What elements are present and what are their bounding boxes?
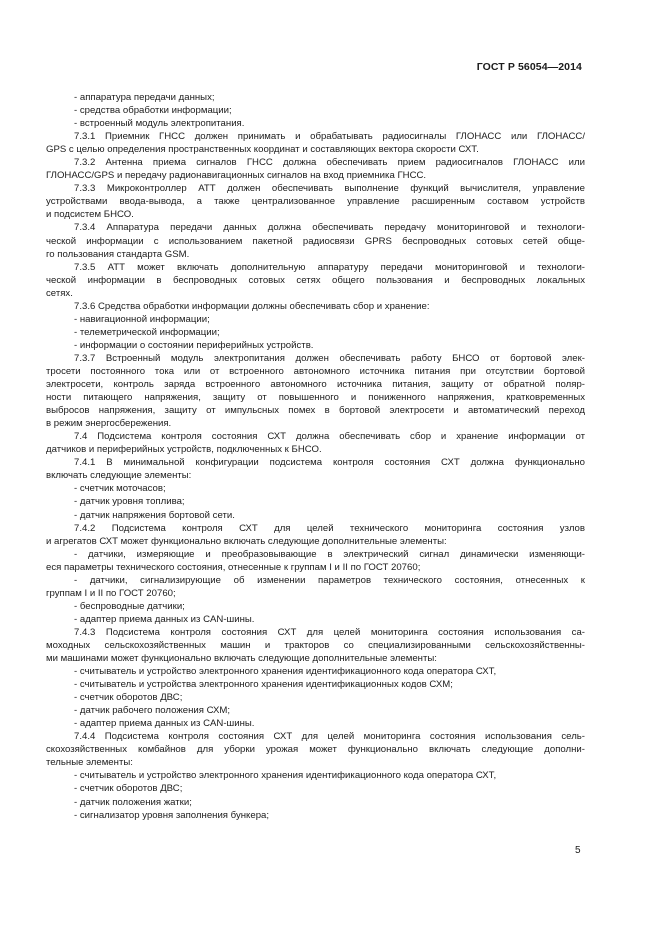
text-line: группам I и II по ГОСТ 20760;	[46, 587, 176, 599]
text-line: тельные элементы:	[46, 757, 133, 769]
text-line: электросети, контроль заряда встроенного автономного источника питания, защиту от обратной поляр-	[46, 379, 585, 391]
text-line: - адаптер приема данных из CAN-шины.	[74, 613, 255, 625]
text-line: скохозяйственных комбайнов для уборки урожая может функционально включать следующие дополни-	[46, 744, 585, 756]
text-line: еся параметры технического состояния, отнесенные к группам I и II по ГОСТ 20760;	[46, 561, 421, 573]
text-line: - датчик напряжения бортовой сети.	[74, 509, 235, 521]
text-line: - счетчик оборотов ДВС;	[74, 692, 183, 704]
text-line: 7.3.7 Встроенный модуль электропитания должен обеспечивать работу БНСО от бортовой элек-	[74, 352, 585, 364]
text-line: ческой информации в беспроводных сотовых сетях общего пользования и беспроводных локальных	[46, 274, 585, 286]
text-line: 7.3.5 АТТ может включать дополнительную аппаратуру передачи мониторинговой и технологи-	[74, 261, 585, 273]
text-line: в режим энергосбережения.	[46, 418, 172, 430]
text-line: го пользования стандарта GSM.	[46, 248, 190, 260]
text-line: - встроенный модуль электропитания.	[74, 118, 245, 130]
text-line: - телеметрической информации;	[74, 326, 220, 338]
text-line: - информации о состоянии периферийных устройств.	[74, 339, 314, 351]
text-line: - средства обработки информации;	[74, 105, 232, 117]
text-line: датчиков и периферийных устройств, подключенных к БНСО.	[46, 444, 322, 456]
text-line: 7.3.3 Микроконтроллер АТТ должен обеспечивать выполнение функций вычислителя, управление	[74, 183, 585, 195]
text-line: GPS с целью определения пространственных координат и составляющих вектора скорости СХТ.	[46, 144, 479, 156]
text-line: 7.3.2 Антенна приема сигналов ГНСС должна обеспечивать прием радиосигналов ГЛОНАСС или	[74, 157, 585, 169]
text-line: 7.4 Подсистема контроля состояния СХТ должна обеспечивать сбор и хранение информации от	[74, 431, 585, 443]
text-line: ности питающего напряжения, защиту от повышенного и пониженного напряжения, кратковременных	[46, 392, 585, 404]
text-line: - считыватель и устройство электронного хранения идентификационного кода оператора СХТ,	[74, 666, 497, 678]
text-line: устройствами ввода-вывода, а также централизованное управление расширенным составом устройств	[46, 196, 585, 208]
text-line: 7.3.1 Приемник ГНСС должен принимать и обрабатывать радиосигналы ГЛОНАСС или ГЛОНАСС/	[74, 131, 585, 143]
text-line: - навигационной информации;	[74, 313, 210, 325]
text-line: ГЛОНАСС/GPS и передачу радионавигационных сигналов на вход приемника ГНСС.	[46, 170, 427, 182]
document-body	[46, 91, 585, 822]
text-line: моходных сельскохозяйственных машин и тракторов со специализированными сельскохозяйственны-	[46, 639, 585, 651]
text-line: - беспроводные датчики;	[74, 600, 185, 612]
text-line: - считыватель и устройства электронного хранения идентификационных кодов СХМ;	[74, 679, 453, 691]
text-line: - адаптер приема данных из CAN-шины.	[74, 718, 255, 730]
text-line: 7.4.1 В минимальной конфигурации подсистема контроля состояния СХТ должна функционально	[74, 457, 585, 469]
text-line: включать следующие элементы:	[46, 470, 192, 482]
text-line: и агрегатов СХТ может функционально включать следующие дополнительные элементы:	[46, 535, 447, 547]
page-number: 5	[575, 845, 581, 856]
text-line: и подсистем БНСО.	[46, 209, 134, 221]
text-line: выбросов напряжения, защиту от импульсных помех в бортовой электросети и автоматический переход	[46, 405, 585, 417]
text-line: 7.3.4 Аппаратура передачи данных должна обеспечивать передачу мониторинговой и технологи-	[74, 222, 585, 234]
text-line: 7.4.4 Подсистема контроля состояния СХТ для целей мониторинга состояния использования сель-	[74, 731, 585, 743]
text-line: - сигнализатор уровня заполнения бункера;	[74, 809, 270, 821]
text-line: - датчики, измеряющие и преобразовывающие в электрический сигнал динамически изменяющи-	[74, 548, 585, 560]
text-line: 7.4.3 Подсистема контроля состояния СХТ для целей мониторинга состояния использования са-	[74, 626, 585, 638]
text-line: ческой информации с использованием пакетной радиосвязи GPRS беспроводных сотовых сетей обще-	[46, 235, 585, 247]
text-line: - датчик положения жатки;	[74, 796, 192, 808]
text-line: - датчик рабочего положения СХМ;	[74, 705, 231, 717]
text-line: - датчик уровня топлива;	[74, 496, 185, 508]
text-line: - считыватель и устройство электронного хранения идентификационного кода оператора СХТ,	[74, 770, 497, 782]
text-line: 7.3.6 Средства обработки информации должны обеспечивать сбор и хранение:	[74, 300, 430, 312]
text-line: - аппаратура передачи данных;	[74, 92, 215, 103]
document-header: ГОСТ Р 56054—2014	[476, 61, 582, 73]
text-line: ми машинами может функционально включать следующие дополнительные элементы:	[46, 653, 437, 665]
text-line: тросети постоянного тока или от встроенного автономного источника питания при отсутствии бортовой	[46, 365, 585, 377]
text-line: 7.4.2 Подсистема контроля СХТ для целей технического мониторинга состояния узлов	[74, 522, 585, 534]
text-line: сетях.	[46, 287, 73, 299]
text-line: - датчики, сигнализирующие об изменении параметров технического состояния, отнесенных к	[74, 574, 585, 586]
text-line: - счетчик оборотов ДВС;	[74, 783, 183, 795]
text-line: - счетчик моточасов;	[74, 483, 166, 495]
